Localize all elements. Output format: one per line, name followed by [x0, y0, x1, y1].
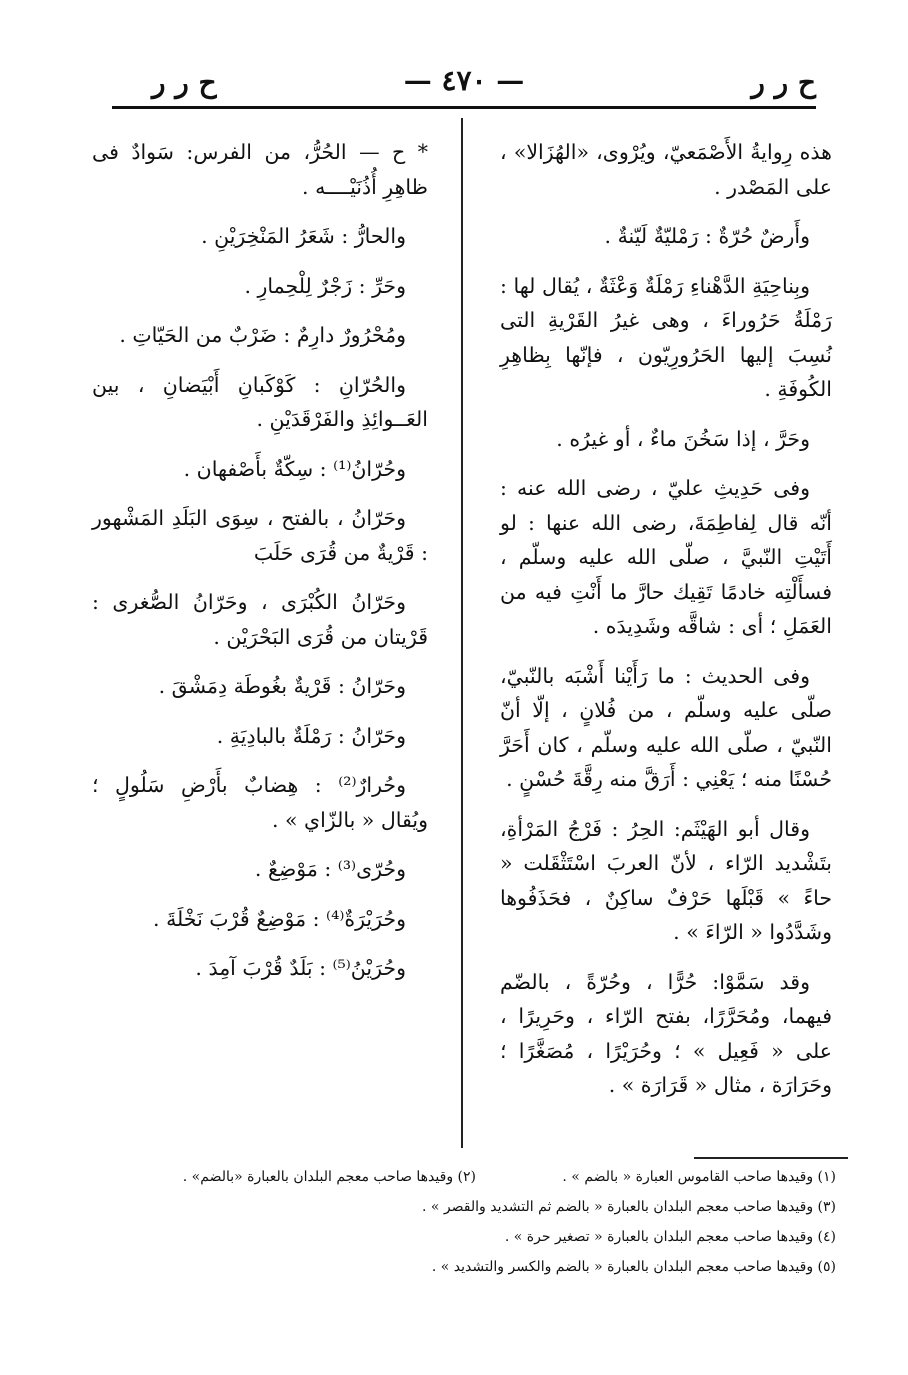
- footnote-5: (٥) وقيدها صاحب معجم البلدان بالعبارة « بالضم والكسر والتشديد » .: [431, 1259, 836, 1275]
- paragraph: وحُرَيْرَةٌ⁽⁴⁾ : مَوْضِعٌ قُرْبَ نَخْلَةَ .: [153, 906, 406, 931]
- footnote-1: (١) وقيدها صاحب القاموس العبارة « بالضم » .: [562, 1169, 836, 1185]
- paragraph: وحُرارٌ⁽²⁾ : هِضابٌ بأَرْضِ سَلُولٍ ؛ ويُقال « بالزّاي » .: [92, 773, 428, 832]
- paragraph: وقال أبو الهَيْثَم: الحِرُ : فَرْجُ المَرْأةِ، بتَشْديد الرّاء ، لأنّ العربَ اسْتَثْقَلت « حاءً » قَبْلَها حَرْفٌ ساكِنٌ ، فحَذَفُوها وشَدَّدُوا « الرّاءَ » .: [500, 816, 832, 944]
- paragraph: وحُرّانُ⁽¹⁾ : سِكّةٌ بأَصْفهان .: [183, 456, 406, 481]
- paragraph: ومُحْرُورٌ دارِمٌ : ضَرْبٌ من الحَيّاتِ .: [119, 323, 406, 347]
- footnote-row: [96, 1162, 836, 1192]
- paragraph: وبِناحِيَةِ الدَّهْناءِ رَمْلَةٌ وَعْثَةٌ ، يُقال لها : رَمْلَةُ حَرُوراءَ ، وهى غيرُ القَرْيةِ التى نُسِبَ إليها الحَرُورِيّون ، فإنّها بِظاهِرِ الكُوفَةِ .: [500, 273, 832, 401]
- paragraph: وحُرّى⁽³⁾ : مَوْضِعٌ .: [254, 857, 406, 881]
- page-header: [112, 64, 816, 109]
- footnote-4: (٤) وقيدها صاحب معجم البلدان بالعبارة « تصغير حرة » .: [504, 1229, 836, 1245]
- paragraph: وحَرّانُ ، بالفتح ، سِوَى البَلَدِ المَشْهور : قَرْيةٌ من قُرَى حَلَبَ: [92, 506, 428, 565]
- header-root-left: ح ر ر: [152, 66, 217, 99]
- paragraph: وحُرَيْنُ⁽⁵⁾ : بَلَدٌ قُرْبَ آمِدَ .: [195, 956, 406, 980]
- footnote-row: [96, 1222, 836, 1252]
- paragraph: وحَرّانُ الكُبْرَى ، وحَرّانُ الصُّغرى : قَرْيتان من قُرَى البَحْرَيْن .: [92, 590, 428, 649]
- paragraph: وحَرَّ ، إذا سَخُنَ ماءٌ ، أو غيرُه .: [556, 426, 810, 451]
- footnote-rule: [694, 1157, 848, 1159]
- paragraph: وحَرّانُ : قَرْيةٌ بغُوطَة دِمَشْقَ .: [158, 674, 406, 698]
- column-divider: [461, 118, 463, 1148]
- footnote-3: (٣) وقيدها صاحب معجم البلدان بالعبارة « بالضم ثم التشديد والقصر » .: [421, 1199, 836, 1215]
- paragraph: وحَرِّ : زَجْرٌ لِلْحِمارِ .: [244, 273, 406, 298]
- paragraph: والحارُّ : شَعَرُ المَنْخِرَيْنِ .: [201, 224, 406, 248]
- footnote-row: [96, 1192, 836, 1222]
- right-column: [500, 135, 832, 1118]
- paragraph: وحَرّانُ : رَمْلَةٌ بالبادِيَةِ .: [216, 723, 406, 748]
- paragraph: وقد سَمَّوْا: حُرًّا ، وحُرّةً ، بالضّم فيهما، ومُحَرَّرًا، بفتح الرّاء ، وحَرِيرًا ، على « فَعِيل » ؛ وحُرَيْرًا ، مُصَغَّرًا ؛ وحَرَارَة ، مثال « قَرَارَة » .: [500, 969, 832, 1097]
- footnote-row: [96, 1252, 836, 1282]
- paragraph: هذه رِوايةُ الأَصْمَعيّ، ويُرْوى، «الهُزَالا» ، على المَصْدر .: [500, 140, 832, 199]
- paragraph: وفى حَدِيثِ عليّ ، رضى الله عنه : أنّه قال لِفاطِمَةَ، رضى الله عنها : لو أَتَيْتِ النّبيَّ ، صلّى الله عليه وسلّم ، فسأَلْتِه خادمًا تَقِيك حارَّ ما أَنْتِ فيه من العَمَلِ ؛ أى : شاقَّه وشَدِيدَه .: [500, 476, 832, 638]
- entry-heading: * ح — الحُرُّ، من الفرس: سَوادٌ فى ظاهِرِ أُذُنَيْــــه .: [92, 140, 428, 199]
- paragraph: وأَرضٌ حُرّةٌ : رَمْليّةٌ لَيّنةٌ .: [604, 224, 810, 248]
- footnotes: [96, 1162, 836, 1282]
- page-number: — ٤٧٠ —: [403, 64, 525, 97]
- footnote-2: (٢) وقيدها صاحب معجم البلدان بالعبارة «بالضم» .: [182, 1169, 476, 1185]
- paragraph: والحُرّانِ : كَوْكَبانِ أَبْيَضانِ ، بين العَــوائِذِ والفَرْقَدَيْنِ .: [92, 372, 428, 431]
- header-root-right: ح ر ر: [751, 66, 816, 99]
- left-column: [92, 135, 428, 1001]
- paragraph: وفى الحديث : ما رَأَيْنا أَشْبَه بالنّبيّ، صلّى عليه وسلّم ، من فُلانٍ ، إلّا أنّ النّبيّ ، صلّى الله عليه وسلّم ، كان أَحَرَّ حُسْنًا منه ؛ يَعْنِي : أَرَقَّ منه رِقَّةَ حُسْنٍ .: [500, 663, 832, 791]
